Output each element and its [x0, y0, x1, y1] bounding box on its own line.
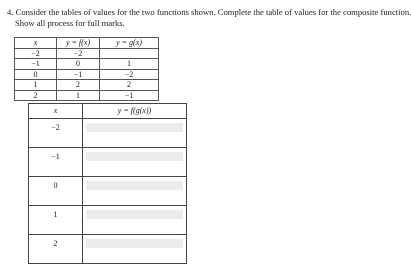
answer-field[interactable] [86, 239, 183, 248]
table-row [15, 48, 159, 59]
header-g: y = g(x) [116, 38, 142, 47]
question-line-1: 4. Consider the tables of values for the two functions shown. Complete the table of values for the composite function. [7, 7, 411, 17]
cell-x: −1 [15, 59, 57, 70]
cell-f: −1 [57, 69, 100, 80]
answer-field[interactable] [86, 123, 183, 132]
cell-x: 1 [29, 206, 83, 235]
cell-g: −1 [124, 90, 134, 100]
cell-x: −2 [15, 48, 57, 59]
cell-g [100, 48, 159, 59]
composite-function-table [28, 103, 187, 264]
table-row [29, 206, 187, 235]
table-row [15, 59, 159, 70]
cell-x: 2 [15, 90, 57, 101]
header-x: x [15, 38, 57, 49]
answer-field[interactable] [86, 181, 183, 190]
cell-x: −1 [29, 148, 83, 177]
cell-g: −2 [124, 69, 134, 79]
table-row [29, 119, 187, 148]
function-values-table [14, 37, 159, 101]
header-fgx: y = f(g(x)) [117, 106, 152, 115]
table-row [15, 69, 159, 80]
cell-f: 2 [57, 80, 100, 91]
cell-x: 1 [15, 80, 57, 91]
table-header-row [29, 104, 187, 119]
answer-cell[interactable] [83, 177, 187, 206]
cell-x: −2 [29, 119, 83, 148]
cell-x: 2 [29, 235, 83, 264]
answer-field[interactable] [86, 210, 183, 219]
header-x: x [29, 104, 83, 119]
table-row [29, 177, 187, 206]
cell-g: 1 [127, 59, 131, 68]
answer-cell[interactable] [83, 148, 187, 177]
cell-x: 0 [15, 69, 57, 80]
answer-field[interactable] [86, 152, 183, 161]
cell-f: −2 [57, 48, 100, 59]
cell-f: 1 [57, 90, 100, 101]
cell-x: 0 [29, 177, 83, 206]
cell-f: 0 [57, 59, 100, 70]
answer-cell[interactable] [83, 119, 187, 148]
table-row [29, 235, 187, 264]
header-f: y = f(x) [57, 38, 100, 49]
table-row [29, 148, 187, 177]
table-row [15, 80, 159, 91]
cell-g: 2 [127, 80, 131, 89]
question-text [7, 7, 411, 28]
answer-cell[interactable] [83, 206, 187, 235]
question-line-2: Show all process for full marks. [15, 17, 125, 28]
table-header-row [15, 38, 159, 49]
table-row [15, 90, 159, 101]
answer-cell[interactable] [83, 235, 187, 264]
